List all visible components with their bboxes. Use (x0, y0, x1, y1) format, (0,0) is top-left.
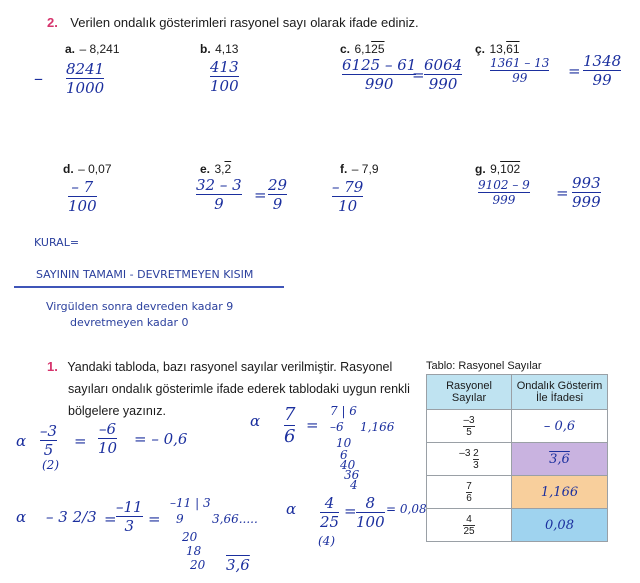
work-2-step: 4 (350, 478, 358, 492)
numerator: 29 (268, 176, 288, 194)
work-3-expression: – 3 2/3 (46, 508, 97, 526)
numerator: 1348 (583, 52, 622, 70)
question-number: 2. (47, 15, 58, 30)
denominator: 990 (364, 75, 394, 93)
work-1-fraction (40, 422, 57, 459)
numerator: 8241 (66, 60, 105, 78)
answer-c-fraction (342, 56, 416, 93)
work-2-step: 40 (340, 458, 356, 472)
numerator: –3 (40, 422, 58, 440)
numerator: 2 (473, 447, 479, 459)
denominator: 10 (98, 439, 118, 457)
numerator: 32 – 3 (196, 176, 242, 194)
answer: – 0,6 (543, 418, 576, 434)
answer-g-fraction (478, 178, 530, 207)
denominator: 100 (68, 197, 97, 215)
question-line-1: Yandaki tabloda, bazı rasyonel sayılar verilmiştir. Rasyonel (67, 360, 393, 374)
work-1-result: = – 0,6 (134, 430, 188, 448)
numerator: 4 (466, 514, 472, 525)
item-label: e. (200, 162, 211, 176)
numerator: – 7 (71, 178, 94, 196)
answer-g-result (572, 174, 601, 211)
denominator: 990 (428, 75, 458, 93)
work-2-quotient: 1,166 (360, 420, 395, 434)
denominator: 3 (124, 517, 135, 535)
column-header-decimal: Ondalık Gösterim İle İfadesi (512, 375, 608, 410)
equals: = (104, 510, 117, 528)
numerator: – 79 (332, 178, 364, 196)
item-label: b. (200, 42, 211, 56)
item-b (200, 40, 238, 58)
denominator: 999 (492, 193, 516, 207)
numerator: 413 (210, 58, 239, 76)
answer-a-fraction (66, 60, 104, 97)
equals: = (148, 510, 161, 528)
item-value: – 8,241 (79, 42, 120, 56)
work-4-result: = 0,08 (386, 502, 427, 516)
alpha-mark: α (16, 432, 27, 450)
item-label: a. (65, 42, 76, 56)
note-line-2: devretmeyen kadar 0 (70, 316, 189, 329)
work-2-step: 6 (340, 448, 348, 462)
denominator: 5 (466, 427, 472, 438)
numerator: 4 (324, 494, 335, 512)
answer: 1,166 (540, 484, 579, 500)
work-3-step: 20 (190, 558, 206, 572)
work-2-step: –6 (330, 420, 344, 434)
equals: = (412, 66, 425, 84)
column-header-rational: Rasyonel Sayılar (427, 375, 512, 410)
item-value-int: 6,1 (354, 42, 372, 56)
item-value-repeat: 102 (500, 162, 521, 176)
work-2-division: 7 | 6 (330, 404, 357, 418)
denominator: 999 (572, 193, 601, 211)
denominator: 1000 (66, 79, 105, 97)
item-label: f. (340, 162, 348, 176)
numerator: –11 (116, 498, 143, 516)
alpha-mark: α (250, 412, 261, 430)
work-1-result-fraction (98, 420, 117, 457)
rule-label: KURAL= (34, 236, 80, 249)
numerator: –6 (99, 420, 117, 438)
denominator: 6 (466, 493, 472, 504)
denominator: 9 (214, 195, 224, 213)
rule-underline (14, 286, 284, 288)
item-label: g. (475, 162, 486, 176)
item-value-repeat: 2 (224, 162, 232, 176)
table-row (427, 476, 608, 509)
alpha-mark: α (16, 508, 27, 526)
item-label: ç. (475, 42, 486, 56)
equals: = (306, 416, 319, 434)
item-g (475, 160, 520, 178)
table-caption: Tablo: Rasyonel Sayılar (426, 360, 542, 372)
work-3-division: –11 | 3 (170, 496, 211, 510)
question-2-header (47, 14, 419, 32)
equals: = (556, 184, 569, 202)
work-4-fraction (320, 494, 339, 531)
question-line-2: sayıları ondalık gösterimle ifade ederek tablodaki uygun renkli (68, 382, 410, 396)
whole-part: –3 (459, 447, 471, 459)
work-2-fraction (284, 404, 295, 447)
item-value-repeat: 61 (506, 42, 520, 56)
numerator: 7 (284, 404, 296, 425)
answer-b-fraction (210, 58, 239, 95)
decimal-cell[interactable] (512, 443, 608, 476)
fraction (473, 448, 479, 471)
answer-f-fraction (332, 178, 363, 215)
note-line-1: Virgülden sonra devreden kadar 9 (46, 300, 234, 313)
numerator: 993 (572, 174, 601, 192)
item-f (340, 160, 379, 178)
work-3-step: 18 (186, 544, 202, 558)
item-a (65, 40, 120, 58)
rational-numbers-table (426, 374, 608, 542)
equals: = (568, 62, 581, 80)
decimal-cell[interactable] (512, 509, 608, 542)
numerator: 6125 – 61 (342, 56, 417, 74)
table-row (427, 410, 608, 443)
numerator: 7 (466, 481, 472, 492)
work-3-result: 3,6 (226, 556, 250, 574)
work-2-step: 36 (344, 468, 360, 482)
equals: = (74, 432, 87, 450)
item-value: 4,13 (215, 42, 239, 56)
denominator: 5 (43, 441, 54, 459)
answer-a-sign: – (34, 68, 43, 89)
decimal-cell[interactable] (512, 410, 608, 443)
work-3-step: 20 (182, 530, 198, 544)
table-row (427, 443, 608, 476)
fraction (466, 481, 472, 504)
item-value-repeat: 25 (371, 42, 385, 56)
answer-c-cedilla-fraction (490, 56, 549, 85)
equals: = (344, 502, 357, 520)
item-label: d. (63, 162, 74, 176)
work-3-step: 9 (176, 512, 184, 526)
rational-cell (427, 509, 512, 542)
rational-cell (427, 410, 512, 443)
fraction (463, 514, 474, 537)
question-1 (47, 356, 417, 422)
work-1-multiplier: (2) (42, 458, 59, 472)
denominator: 6 (284, 426, 296, 447)
answer-c-cedilla-result (583, 52, 621, 89)
item-value-int: 3, (214, 162, 225, 176)
work-3-quotient: 3,66..... (212, 512, 258, 526)
denominator: 10 (338, 197, 358, 215)
alpha-mark: α (286, 500, 297, 518)
denominator: 25 (463, 526, 475, 537)
fraction (463, 415, 474, 438)
item-value-int: 9, (490, 162, 501, 176)
denominator: 25 (320, 513, 340, 531)
denominator: 9 (272, 195, 283, 213)
numerator: 8 (365, 494, 376, 512)
denominator: 100 (210, 77, 239, 95)
numerator: 6064 (424, 56, 463, 74)
rational-cell (427, 443, 512, 476)
work-2-step: 10 (336, 436, 352, 450)
table-row (427, 509, 608, 542)
work-4-multiplier: (4) (318, 534, 335, 548)
denominator: 99 (512, 71, 528, 85)
answer: 0,08 (545, 517, 574, 533)
numerator: –3 (463, 415, 475, 426)
answer-d-fraction (68, 178, 97, 215)
rule-text: SAYININ TAMAMI - DEVRETMEYEN KISIM (36, 268, 254, 281)
decimal-cell[interactable] (512, 476, 608, 509)
answer: 3,6 (549, 451, 570, 467)
denominator: 3 (473, 459, 479, 471)
item-value-int: 13, (489, 42, 507, 56)
work-4-result-fraction (356, 494, 385, 531)
numerator: 1361 – 13 (490, 56, 550, 70)
table-header-row (427, 375, 608, 410)
question-text: Verilen ondalık gösterimleri rasyonel sayı olarak ifade ediniz. (70, 15, 419, 30)
question-number: 1. (47, 359, 58, 374)
answer-c-result (424, 56, 462, 93)
answer-e-result (268, 176, 287, 213)
numerator: 9102 – 9 (478, 178, 530, 192)
equals: = (254, 186, 267, 204)
denominator: 100 (356, 513, 385, 531)
question-line-3: bölgelere yazınız. (68, 404, 166, 418)
denominator: 99 (592, 71, 612, 89)
work-3-fraction (116, 498, 143, 535)
answer-e-fraction (196, 176, 242, 213)
item-value: – 0,07 (78, 162, 112, 176)
item-label: c. (340, 42, 351, 56)
rational-cell (427, 476, 512, 509)
item-d (63, 160, 112, 178)
item-value: – 7,9 (351, 162, 379, 176)
